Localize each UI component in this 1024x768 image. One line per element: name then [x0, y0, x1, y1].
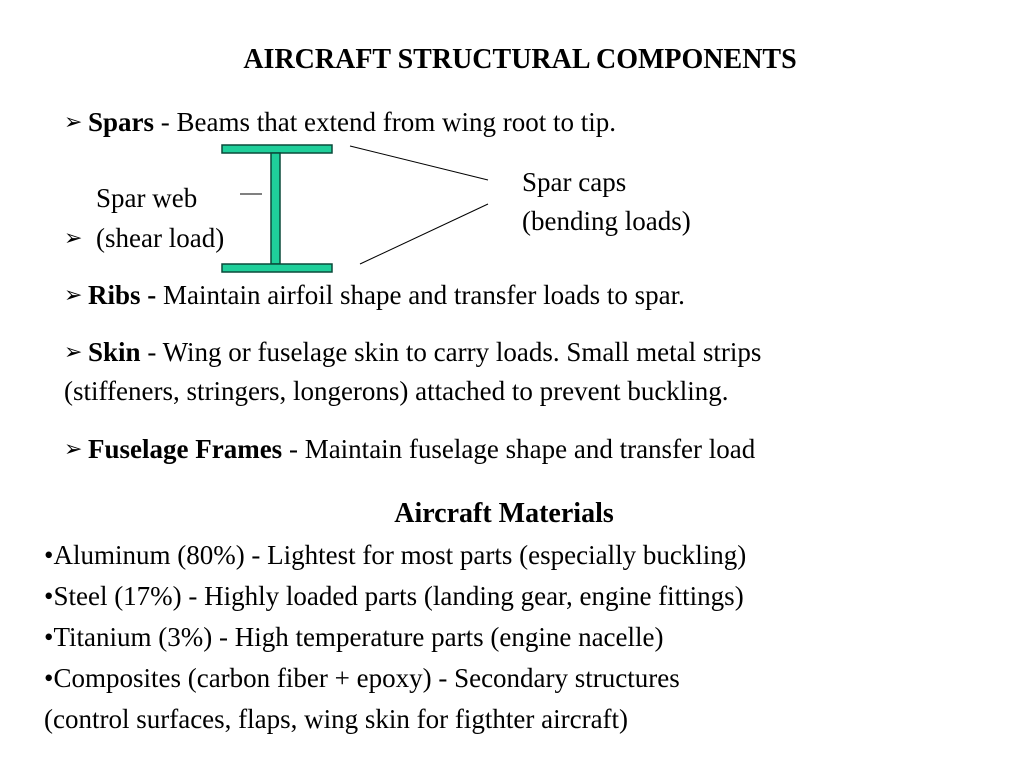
shear-load-bullet: [64, 220, 224, 256]
arrow-bullet-icon: ➢: [64, 225, 83, 250]
skin-term: Skin: [88, 337, 141, 367]
frames-term: Fuselage Frames: [88, 434, 283, 464]
skin-description: - Wing or fuselage skin to carry loads. Small metal strips: [140, 337, 762, 367]
spars-term: Spars: [88, 107, 155, 137]
spar-web-label: Spar web: [96, 183, 198, 213]
arrow-bullet-icon: ➢: [64, 109, 83, 134]
arrow-bullet-icon: ➢: [64, 339, 83, 364]
spar-cap-top: [222, 145, 332, 153]
spars-description: - Beams that extend from wing root to tip.: [154, 107, 616, 137]
bending-loads-label: (bending loads): [522, 206, 691, 236]
material-item: •Composites (carbon fiber + epoxy) - Secondary structures: [44, 663, 680, 693]
arrow-bullet-icon: ➢: [64, 436, 83, 461]
frames-bullet: [64, 431, 755, 467]
material-item-continued: (control surfaces, flaps, wing skin for figthter aircraft): [44, 704, 629, 734]
material-item: •Aluminum (80%) - Lightest for most parts (especially buckling): [44, 540, 747, 570]
leader-line-cap-bottom: [360, 204, 488, 264]
ribs-description: Maintain airfoil shape and transfer loads to spar.: [163, 280, 685, 310]
spar-cap-bottom: [222, 264, 332, 272]
material-item: •Steel (17%) - Highly loaded parts (landing gear, engine fittings): [44, 581, 744, 611]
arrow-bullet-icon: ➢: [64, 282, 83, 307]
spar-web: [271, 153, 280, 264]
leader-line-cap-top: [350, 146, 488, 180]
spars-bullet: [64, 104, 616, 140]
skin-bullet: [64, 334, 761, 370]
spar-caps-label: Spar caps: [522, 167, 627, 197]
frames-description: - Maintain fuselage shape and transfer load: [282, 434, 756, 464]
ribs-term: Ribs -: [88, 280, 164, 310]
page-title: AIRCRAFT STRUCTURAL COMPONENTS: [243, 44, 797, 75]
material-item: •Titanium (3%) - High temperature parts (engine nacelle): [44, 622, 664, 652]
shear-load-label: (shear load): [96, 223, 225, 253]
ribs-bullet: [64, 277, 685, 313]
materials-title: Aircraft Materials: [394, 498, 614, 529]
skin-description-continued: (stiffeners, stringers, longerons) attached to prevent buckling.: [64, 376, 729, 406]
